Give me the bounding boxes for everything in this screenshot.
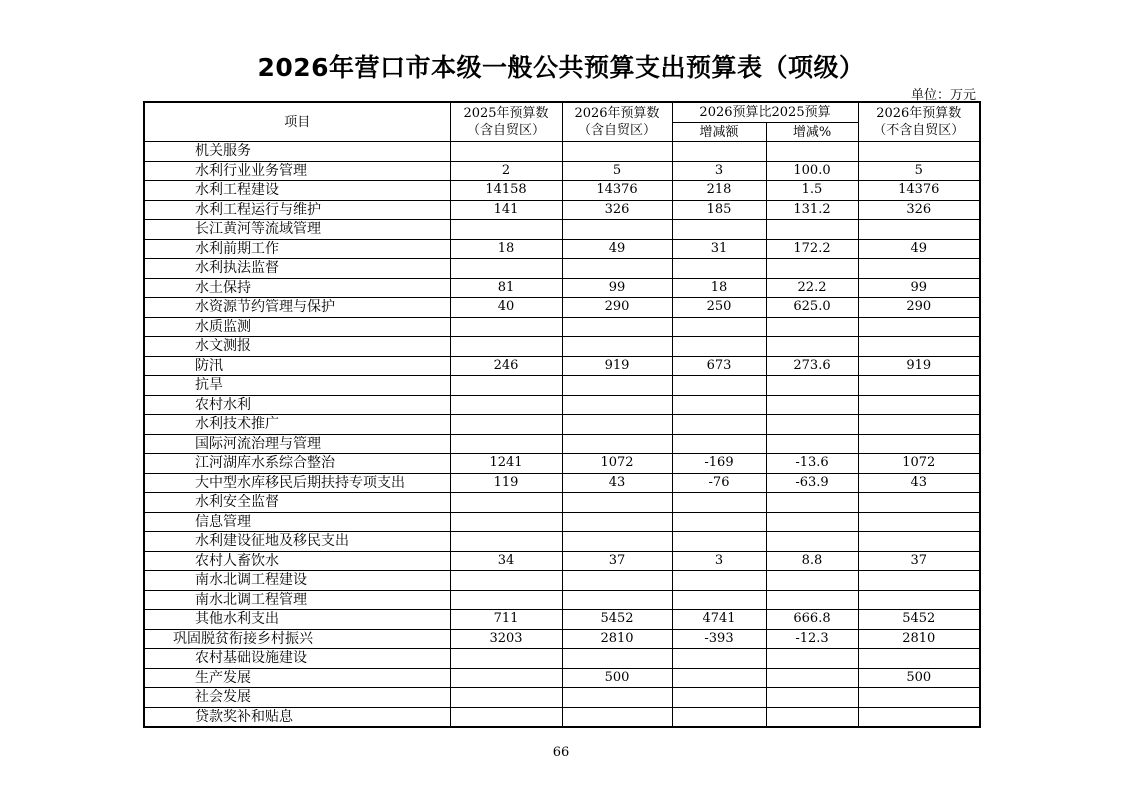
cell-change-amount: 31 bbox=[672, 239, 766, 259]
cell-change-pct: -13.6 bbox=[766, 454, 858, 474]
cell-change-amount bbox=[672, 434, 766, 454]
cell-change-pct: 1.5 bbox=[766, 181, 858, 201]
cell-2026-budget-excl: 2810 bbox=[858, 629, 980, 649]
cell-2026-budget-excl bbox=[858, 707, 980, 727]
cell-item-name: 生产发展 bbox=[144, 668, 450, 688]
cell-change-pct bbox=[766, 493, 858, 513]
cell-item-name: 江河湖库水系综合整治 bbox=[144, 454, 450, 474]
table-row bbox=[144, 356, 980, 376]
cell-change-amount bbox=[672, 337, 766, 357]
table-row bbox=[144, 142, 980, 162]
cell-2026-budget-excl bbox=[858, 493, 980, 513]
cell-2025-budget bbox=[450, 259, 562, 279]
cell-2025-budget: 34 bbox=[450, 551, 562, 571]
cell-change-pct bbox=[766, 649, 858, 669]
table-row bbox=[144, 590, 980, 610]
cell-2026-budget-excl: 1072 bbox=[858, 454, 980, 474]
cell-2025-budget bbox=[450, 142, 562, 162]
cell-change-pct bbox=[766, 220, 858, 240]
cell-2026-budget-excl bbox=[858, 317, 980, 337]
cell-change-amount bbox=[672, 668, 766, 688]
cell-item-name: 抗旱 bbox=[144, 376, 450, 396]
cell-2026-budget-excl: 99 bbox=[858, 278, 980, 298]
cell-item-name: 水利安全监督 bbox=[144, 493, 450, 513]
cell-change-pct: 666.8 bbox=[766, 610, 858, 630]
cell-item-name: 水文测报 bbox=[144, 337, 450, 357]
table-row bbox=[144, 493, 980, 513]
cell-2025-budget bbox=[450, 376, 562, 396]
cell-2026-budget bbox=[562, 376, 672, 396]
cell-2026-budget-excl bbox=[858, 395, 980, 415]
cell-item-name: 南水北调工程管理 bbox=[144, 590, 450, 610]
cell-change-amount: -169 bbox=[672, 454, 766, 474]
cell-change-amount: -393 bbox=[672, 629, 766, 649]
cell-item-name: 水利工程建设 bbox=[144, 181, 450, 201]
cell-change-amount bbox=[672, 512, 766, 532]
cell-2026-budget-excl bbox=[858, 571, 980, 591]
cell-2026-budget-excl bbox=[858, 142, 980, 162]
cell-change-amount: 673 bbox=[672, 356, 766, 376]
cell-2026-budget bbox=[562, 571, 672, 591]
cell-item-name: 国际河流治理与管理 bbox=[144, 434, 450, 454]
table-row bbox=[144, 181, 980, 201]
cell-2026-budget bbox=[562, 707, 672, 727]
cell-2026-budget-excl: 43 bbox=[858, 473, 980, 493]
cell-change-amount bbox=[672, 376, 766, 396]
cell-change-pct bbox=[766, 395, 858, 415]
cell-2026-budget bbox=[562, 532, 672, 552]
cell-change-pct bbox=[766, 317, 858, 337]
cell-2025-budget: 14158 bbox=[450, 181, 562, 201]
cell-2025-budget bbox=[450, 434, 562, 454]
table-row bbox=[144, 317, 980, 337]
cell-2026-budget: 49 bbox=[562, 239, 672, 259]
cell-change-amount bbox=[672, 707, 766, 727]
cell-2025-budget: 3203 bbox=[450, 629, 562, 649]
cell-item-name: 水利技术推广 bbox=[144, 415, 450, 435]
table-row bbox=[144, 434, 980, 454]
table-row bbox=[144, 298, 980, 318]
cell-2026-budget: 919 bbox=[562, 356, 672, 376]
cell-item-name: 水利执法监督 bbox=[144, 259, 450, 279]
table-row bbox=[144, 200, 980, 220]
cell-2026-budget-excl bbox=[858, 415, 980, 435]
cell-2025-budget: 119 bbox=[450, 473, 562, 493]
cell-item-name: 其他水利支出 bbox=[144, 610, 450, 630]
cell-change-amount bbox=[672, 688, 766, 708]
cell-change-amount bbox=[672, 220, 766, 240]
cell-change-amount: 218 bbox=[672, 181, 766, 201]
table-row bbox=[144, 337, 980, 357]
cell-change-amount bbox=[672, 259, 766, 279]
cell-change-pct bbox=[766, 259, 858, 279]
cell-change-pct: 22.2 bbox=[766, 278, 858, 298]
table-row bbox=[144, 220, 980, 240]
header-item: 项目 bbox=[144, 102, 450, 142]
cell-2026-budget: 1072 bbox=[562, 454, 672, 474]
cell-change-amount: 3 bbox=[672, 551, 766, 571]
cell-2026-budget-excl: 290 bbox=[858, 298, 980, 318]
cell-2026-budget-excl bbox=[858, 649, 980, 669]
cell-2026-budget bbox=[562, 395, 672, 415]
cell-change-pct bbox=[766, 532, 858, 552]
cell-2025-budget: 2 bbox=[450, 161, 562, 181]
table-row bbox=[144, 551, 980, 571]
budget-table bbox=[143, 101, 981, 728]
cell-change-pct bbox=[766, 688, 858, 708]
cell-change-amount bbox=[672, 493, 766, 513]
table-row bbox=[144, 415, 980, 435]
table-row bbox=[144, 688, 980, 708]
cell-2026-budget-excl: 500 bbox=[858, 668, 980, 688]
cell-2025-budget: 141 bbox=[450, 200, 562, 220]
table-row bbox=[144, 395, 980, 415]
cell-2026-budget: 14376 bbox=[562, 181, 672, 201]
cell-change-amount: -76 bbox=[672, 473, 766, 493]
cell-2026-budget-excl bbox=[858, 434, 980, 454]
table-row bbox=[144, 610, 980, 630]
table-row bbox=[144, 707, 980, 727]
table-row bbox=[144, 512, 980, 532]
cell-change-amount bbox=[672, 590, 766, 610]
cell-2025-budget bbox=[450, 493, 562, 513]
cell-2026-budget bbox=[562, 142, 672, 162]
cell-change-amount bbox=[672, 395, 766, 415]
cell-2026-budget bbox=[562, 649, 672, 669]
table-row bbox=[144, 629, 980, 649]
cell-item-name: 水土保持 bbox=[144, 278, 450, 298]
cell-item-name: 水资源节约管理与保护 bbox=[144, 298, 450, 318]
table-row bbox=[144, 473, 980, 493]
cell-2026-budget-excl: 49 bbox=[858, 239, 980, 259]
cell-2026-budget: 2810 bbox=[562, 629, 672, 649]
table-row bbox=[144, 668, 980, 688]
cell-item-name: 贷款奖补和贴息 bbox=[144, 707, 450, 727]
cell-2026-budget bbox=[562, 415, 672, 435]
header-2026-budget: 2026年预算数 （含自贸区） bbox=[562, 102, 672, 142]
cell-2026-budget-excl bbox=[858, 512, 980, 532]
cell-2025-budget bbox=[450, 649, 562, 669]
cell-2026-budget-excl: 326 bbox=[858, 200, 980, 220]
cell-change-pct bbox=[766, 376, 858, 396]
cell-2025-budget: 246 bbox=[450, 356, 562, 376]
cell-change-pct bbox=[766, 142, 858, 162]
table-row bbox=[144, 649, 980, 669]
cell-2026-budget: 37 bbox=[562, 551, 672, 571]
header-2025-budget: 2025年预算数 （含自贸区） bbox=[450, 102, 562, 142]
cell-2025-budget: 1241 bbox=[450, 454, 562, 474]
header-compare-group: 2026预算比2025预算 bbox=[672, 102, 858, 123]
table-row bbox=[144, 239, 980, 259]
table-row bbox=[144, 161, 980, 181]
cell-change-pct bbox=[766, 337, 858, 357]
cell-2026-budget-excl: 919 bbox=[858, 356, 980, 376]
cell-change-pct: 8.8 bbox=[766, 551, 858, 571]
cell-2025-budget bbox=[450, 220, 562, 240]
cell-change-pct bbox=[766, 571, 858, 591]
cell-2026-budget: 5452 bbox=[562, 610, 672, 630]
cell-change-pct bbox=[766, 512, 858, 532]
cell-item-name: 防汛 bbox=[144, 356, 450, 376]
cell-2026-budget bbox=[562, 259, 672, 279]
cell-change-pct: 100.0 bbox=[766, 161, 858, 181]
cell-2025-budget bbox=[450, 337, 562, 357]
cell-item-name: 机关服务 bbox=[144, 142, 450, 162]
cell-2026-budget-excl bbox=[858, 337, 980, 357]
cell-change-pct bbox=[766, 415, 858, 435]
cell-2025-budget bbox=[450, 317, 562, 337]
header-2026-budget-excl: 2026年预算数 （不含自贸区） bbox=[858, 102, 980, 142]
cell-2025-budget bbox=[450, 415, 562, 435]
cell-2026-budget bbox=[562, 688, 672, 708]
cell-item-name: 信息管理 bbox=[144, 512, 450, 532]
cell-2026-budget-excl bbox=[858, 376, 980, 396]
cell-change-pct: -12.3 bbox=[766, 629, 858, 649]
cell-2026-budget-excl: 14376 bbox=[858, 181, 980, 201]
cell-change-amount bbox=[672, 571, 766, 591]
cell-item-name: 长江黄河等流域管理 bbox=[144, 220, 450, 240]
table-row bbox=[144, 278, 980, 298]
cell-2026-budget-excl bbox=[858, 688, 980, 708]
cell-2026-budget bbox=[562, 220, 672, 240]
table-row bbox=[144, 454, 980, 474]
cell-change-pct: 625.0 bbox=[766, 298, 858, 318]
cell-2026-budget: 290 bbox=[562, 298, 672, 318]
cell-2026-budget-excl: 37 bbox=[858, 551, 980, 571]
cell-2025-budget: 18 bbox=[450, 239, 562, 259]
cell-2026-budget bbox=[562, 493, 672, 513]
cell-2026-budget-excl bbox=[858, 532, 980, 552]
cell-item-name: 巩固脱贫衔接乡村振兴 bbox=[144, 629, 450, 649]
cell-change-amount bbox=[672, 649, 766, 669]
cell-2025-budget: 40 bbox=[450, 298, 562, 318]
table-row bbox=[144, 259, 980, 279]
cell-2026-budget bbox=[562, 512, 672, 532]
cell-2026-budget: 326 bbox=[562, 200, 672, 220]
cell-item-name: 水质监测 bbox=[144, 317, 450, 337]
cell-2025-budget bbox=[450, 512, 562, 532]
cell-item-name: 水利工程运行与维护 bbox=[144, 200, 450, 220]
cell-change-pct bbox=[766, 668, 858, 688]
cell-2026-budget-excl bbox=[858, 220, 980, 240]
header-change-amount: 增减额 bbox=[672, 123, 766, 142]
page-number: 66 bbox=[552, 745, 570, 760]
cell-2026-budget bbox=[562, 590, 672, 610]
unit-label: 单位：万元 bbox=[910, 88, 976, 103]
cell-2025-budget: 711 bbox=[450, 610, 562, 630]
cell-2026-budget bbox=[562, 337, 672, 357]
table-row bbox=[144, 376, 980, 396]
cell-change-amount: 250 bbox=[672, 298, 766, 318]
cell-2025-budget bbox=[450, 532, 562, 552]
cell-2026-budget bbox=[562, 317, 672, 337]
cell-item-name: 大中型水库移民后期扶持专项支出 bbox=[144, 473, 450, 493]
cell-change-amount bbox=[672, 532, 766, 552]
cell-2025-budget bbox=[450, 395, 562, 415]
cell-2026-budget-excl bbox=[858, 590, 980, 610]
page-title: 2026年营口市本级一般公共预算支出预算表（项级） bbox=[257, 53, 865, 82]
cell-item-name: 社会发展 bbox=[144, 688, 450, 708]
cell-2026-budget: 500 bbox=[562, 668, 672, 688]
header-change-pct: 增减% bbox=[766, 123, 858, 142]
cell-2025-budget bbox=[450, 688, 562, 708]
cell-2025-budget: 81 bbox=[450, 278, 562, 298]
cell-2026-budget: 43 bbox=[562, 473, 672, 493]
cell-2025-budget bbox=[450, 571, 562, 591]
cell-change-pct: -63.9 bbox=[766, 473, 858, 493]
cell-item-name: 水利行业业务管理 bbox=[144, 161, 450, 181]
cell-2025-budget bbox=[450, 668, 562, 688]
table-row bbox=[144, 532, 980, 552]
cell-2026-budget: 99 bbox=[562, 278, 672, 298]
cell-item-name: 农村水利 bbox=[144, 395, 450, 415]
cell-change-amount bbox=[672, 142, 766, 162]
cell-2026-budget-excl: 5 bbox=[858, 161, 980, 181]
cell-change-amount: 3 bbox=[672, 161, 766, 181]
cell-change-pct: 131.2 bbox=[766, 200, 858, 220]
table-row bbox=[144, 571, 980, 591]
cell-2026-budget bbox=[562, 434, 672, 454]
cell-change-pct bbox=[766, 707, 858, 727]
cell-2026-budget-excl: 5452 bbox=[858, 610, 980, 630]
cell-change-pct bbox=[766, 434, 858, 454]
cell-change-amount bbox=[672, 317, 766, 337]
cell-change-amount: 4741 bbox=[672, 610, 766, 630]
cell-change-amount bbox=[672, 415, 766, 435]
cell-item-name: 水利前期工作 bbox=[144, 239, 450, 259]
cell-item-name: 水利建设征地及移民支出 bbox=[144, 532, 450, 552]
cell-2026-budget: 5 bbox=[562, 161, 672, 181]
cell-change-amount: 18 bbox=[672, 278, 766, 298]
cell-2025-budget bbox=[450, 590, 562, 610]
cell-change-amount: 185 bbox=[672, 200, 766, 220]
cell-change-pct: 273.6 bbox=[766, 356, 858, 376]
cell-change-pct bbox=[766, 590, 858, 610]
cell-change-pct: 172.2 bbox=[766, 239, 858, 259]
cell-2026-budget-excl bbox=[858, 259, 980, 279]
cell-item-name: 南水北调工程建设 bbox=[144, 571, 450, 591]
cell-item-name: 农村基础设施建设 bbox=[144, 649, 450, 669]
cell-item-name: 农村人畜饮水 bbox=[144, 551, 450, 571]
cell-2025-budget bbox=[450, 707, 562, 727]
